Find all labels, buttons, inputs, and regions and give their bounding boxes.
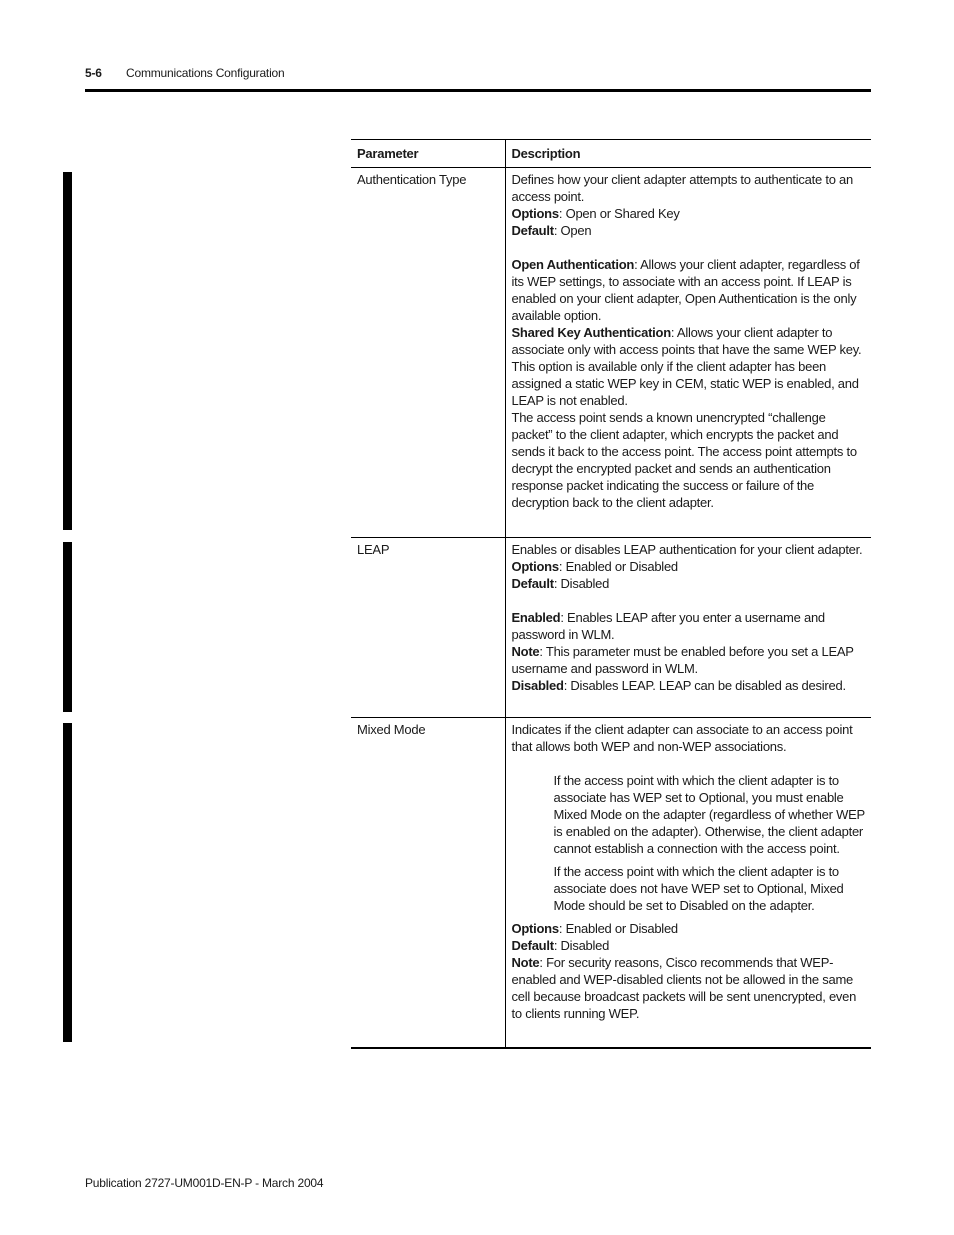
- indented-paragraph: If the access point with which the client adapter is to associate has WEP set to Optional, you must enable Mixed Mode on the adapter (regardless of whether WEP is enabled on the adapter). Otherwise, the client adapter cannot establish a connection with the access point.: [553, 773, 865, 856]
- options-line: Options: Enabled or Disabled: [511, 559, 678, 574]
- parameter-description: [505, 168, 871, 538]
- change-bar: [63, 542, 72, 712]
- description-intro: Indicates if the client adapter can associate to an access point that allows both WEP and non-WEP associations.: [511, 722, 853, 754]
- description-intro: Defines how your client adapter attempts to authenticate to an access point.: [511, 172, 853, 204]
- table-header-row: [351, 140, 871, 168]
- column-header-parameter: Parameter: [351, 140, 505, 168]
- description-intro: Enables or disables LEAP authentication for your client adapter.: [511, 542, 863, 557]
- section-title: Communications Configuration: [126, 66, 285, 80]
- default-line: Default: Open: [511, 223, 592, 238]
- default-line: Default: Disabled: [511, 576, 610, 591]
- note-text: Note: For security reasons, Cisco recommends that WEP-enabled and WEP-disabled clients not be allowed in the same cell because broadcast packets will be sent unencrypted, even to clients running WEP.: [511, 955, 857, 1021]
- challenge-text: The access point sends a known unencrypted “challenge packet” to the client adapter, which encrypts the packet and sends it back to the access point. The access point attempts to decrypt the encrypted packet and sends an authentication response packet indicating the success or failure of the decryption back to the client adapter.: [511, 410, 857, 510]
- open-auth-text: Open Authentication: Allows your client adapter, regardless of its WEP settings, to associate with an access point. If LEAP is enabled on your client adapter, Open Authentication is the only available option.: [511, 257, 860, 323]
- parameter-description: [505, 538, 871, 718]
- default-line: Default: Disabled: [511, 938, 610, 953]
- parameter-name: Mixed Mode: [351, 718, 505, 1048]
- options-line: Options: Open or Shared Key: [511, 206, 680, 221]
- page-number: 5-6: [85, 66, 102, 80]
- change-bar: [63, 723, 72, 1042]
- enabled-text: Enabled: Enables LEAP after you enter a username and password in WLM.: [511, 610, 825, 642]
- footer-publication: Publication 2727-UM001D-EN-P - March 2004: [85, 1176, 324, 1190]
- parameter-name: LEAP: [351, 538, 505, 718]
- table-row: [351, 718, 871, 1048]
- parameter-description: [505, 718, 871, 1048]
- table-row: [351, 538, 871, 718]
- note-text: Note: This parameter must be enabled before you set a LEAP username and password in WLM.: [511, 644, 854, 676]
- table-row: [351, 168, 871, 538]
- shared-key-text: Shared Key Authentication: Allows your client adapter to associate only with access points that have the same WEP key. This option is available only if the client adapter has been assigned a static WEP key in CEM, static WEP is enabled, and LEAP is not enabled.: [511, 325, 862, 408]
- column-header-description: Description: [505, 140, 871, 168]
- change-bar: [63, 172, 72, 530]
- parameter-name: Authentication Type: [351, 168, 505, 538]
- options-line: Options: Enabled or Disabled: [511, 921, 678, 936]
- parameter-table: [351, 139, 871, 1049]
- header-rule: [85, 89, 871, 92]
- indented-paragraph: If the access point with which the client adapter is to associate does not have WEP set to Optional, Mixed Mode should be set to Disabled on the adapter.: [553, 864, 844, 913]
- disabled-text: Disabled: Disables LEAP. LEAP can be disabled as desired.: [511, 678, 846, 693]
